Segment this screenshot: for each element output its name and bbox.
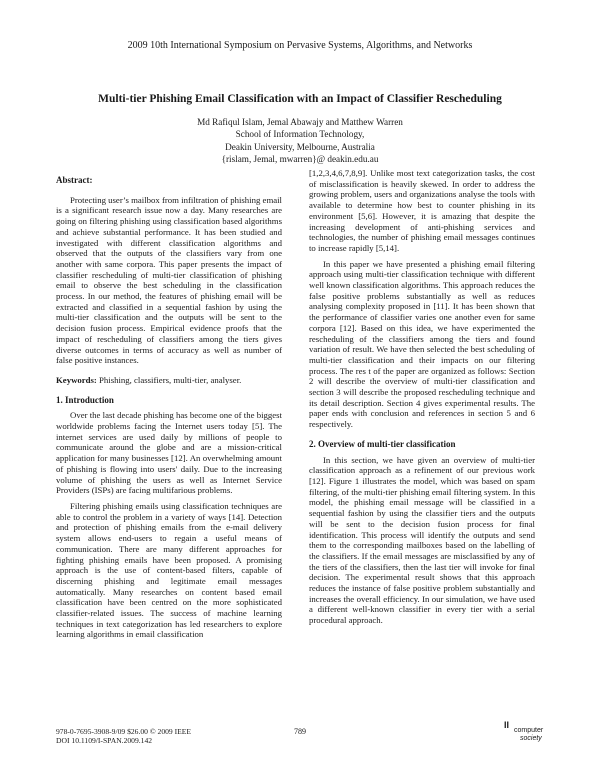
keywords-label: Keywords: [56,374,97,385]
logo-mark-icon: II [504,720,510,730]
section1-paragraph-4: In this paper we have presented a phishing email filtering approach using multi-tier classification technique with different well known classification algorithms. This approach reduces the false positive problems substantially as well as reduces analysing complexity proposed in [11]. It has been shown that the performance of classifier varies one another even for same corpora [12]. Based on this idea, we have experimented the rescheduling of the classifiers among the tiers and found variation of result. We have then selected the best scheduling of multi-tier classification and their impacts on our filtering process. The res t of the paper are organized as follows: Section 2 will describe the overview of multi-tier classification and section 3 will describe the proposed rescheduling technique and its detail description. Section 4 gives experimental results. The paper ends with conclusion and references in section 5 and 6 respectively. [309,258,535,430]
computer-society-logo [500,718,546,748]
author-names: Md Rafiqul Islam, Jemal Abawajy and Matthew Warren [197,117,403,127]
abstract-heading: Abstract: [56,175,93,185]
section2-paragraph-1: In this section, we have given an overview of multi-tier classification approach as a refinement of our previous work [12]. Figure 1 illustrates the model, which was based on spam filtering, of the multi-tier phishing email filtering system. In this model, the phishing email message will be classified in a sequential fashion by using the classifier tiers and the outputs will be sent to the decision fusion process for final identification. This process will identify the outputs and send them to the corresponding mailboxes based on the labelling of the classifiers. If the email messages are misclassified by any of the tiers of the classifiers, then the last tier will invoke for final decision. The experimental result shows that this approach reduces the instance of false positive problem substantially and increases the overall efficiency. In our simulation, we have used a different well-known classifier in every tier with a serial procedural approach. [309,454,535,626]
paper-title: Multi-tier Phishing Email Classification with an Impact of Classifier Rescheduling [98,93,502,105]
footer-copyright [56,727,191,745]
left-column [56,175,282,640]
footer-isbn: 978-0-7695-3908-9/09 $26.00 © 2009 IEEE [56,727,192,736]
author-school: School of Information Technology, [235,129,365,140]
logo-text-computer: computer [514,727,544,734]
conference-header: 2009 10th International Symposium on Pervasive Systems, Algorithms, and Networks [127,40,473,51]
abstract-text: Protecting user’s mailbox from infiltration of phishing email is a significant research issue now a day. Many researches are going on filtering phishing using classification based algorithms and achieve substantial performance. It has been studied and investigated with different classification algorithms and observed that the outputs of the classifiers vary from one another with same corpora. This paper presents the impact of classifier rescheduling of multi-tier classification of phishing email to observe the best scheduling in the classification process. In our method, the features of phishing email will be extracted and classified in a sequential fashion by using the multi-tier classification and the outputs will be sent to the decision fusion process. Empirical evidence proofs that the impact of rescheduling of classifiers among the tiers gives diverse outcomes in terms of accuracy as well as number of false positive instances. [56,194,282,366]
page-number: 789 [294,727,306,736]
keywords-text: Phishing, classifiers, multi-tier, analyser. [99,374,242,385]
section1-heading: 1. Introduction [56,394,114,405]
author-block [150,116,450,165]
keywords [56,375,282,386]
author-university: Deakin University, Melbourne, Australia [225,141,375,152]
author-emails: {rislam, Jemal, mwarren}@ deakin.edu.au [221,153,379,164]
logo-text-society: society [520,735,542,742]
section2-heading: 2. Overview of multi-tier classification [309,438,456,449]
right-column [309,168,535,626]
section1-paragraph-2: Filtering phishing emails using classification techniques are able to control the problem in a variety of ways [14]. Detection and protection of phishing emails from the e-mail delivery system allows end-users to regain a useful means of communication. There are many different approaches for fighting phishing emails have been proposed. A promising approach is the use of content-based filters, capable of discerning phishing and legitimate email messages automatically. Many researches on content based email classification have been centred on the more sophisticated classifier-related issues. The success of machine learning techniques in text categorization has led researchers to explore learning algorithms in email classification [56,500,282,640]
section1-paragraph-3: [1,2,3,4,6,7,8,9]. Unlike most text categorization tasks, the cost of misclassification is heavily skewed. In order to address the growing problem, users and organizations analyse the tools with available to determine how best to counter phishing in its environment [5,6]. However, it is amazing that despite the increasing development of anti-phishing services and technologies, the number of phishing email messages continues to increase rapidly [5,14]. [309,168,535,253]
section1-paragraph-1: Over the last decade phishing has become one of the biggest worldwide problems facing the Internet users today [5]. The internet services are used daily by millions of people to communicate around the globe and are a mission-critical application for many businesses [12]. An overwhelming amount of phishing is flowing into users' daily. Due to the increasing volume of phishing the users as well as Internet Service Providers (ISPs) are facing multifarious problems. [56,410,282,496]
footer-doi: DOI 10.1109/I-SPAN.2009.142 [56,736,153,746]
